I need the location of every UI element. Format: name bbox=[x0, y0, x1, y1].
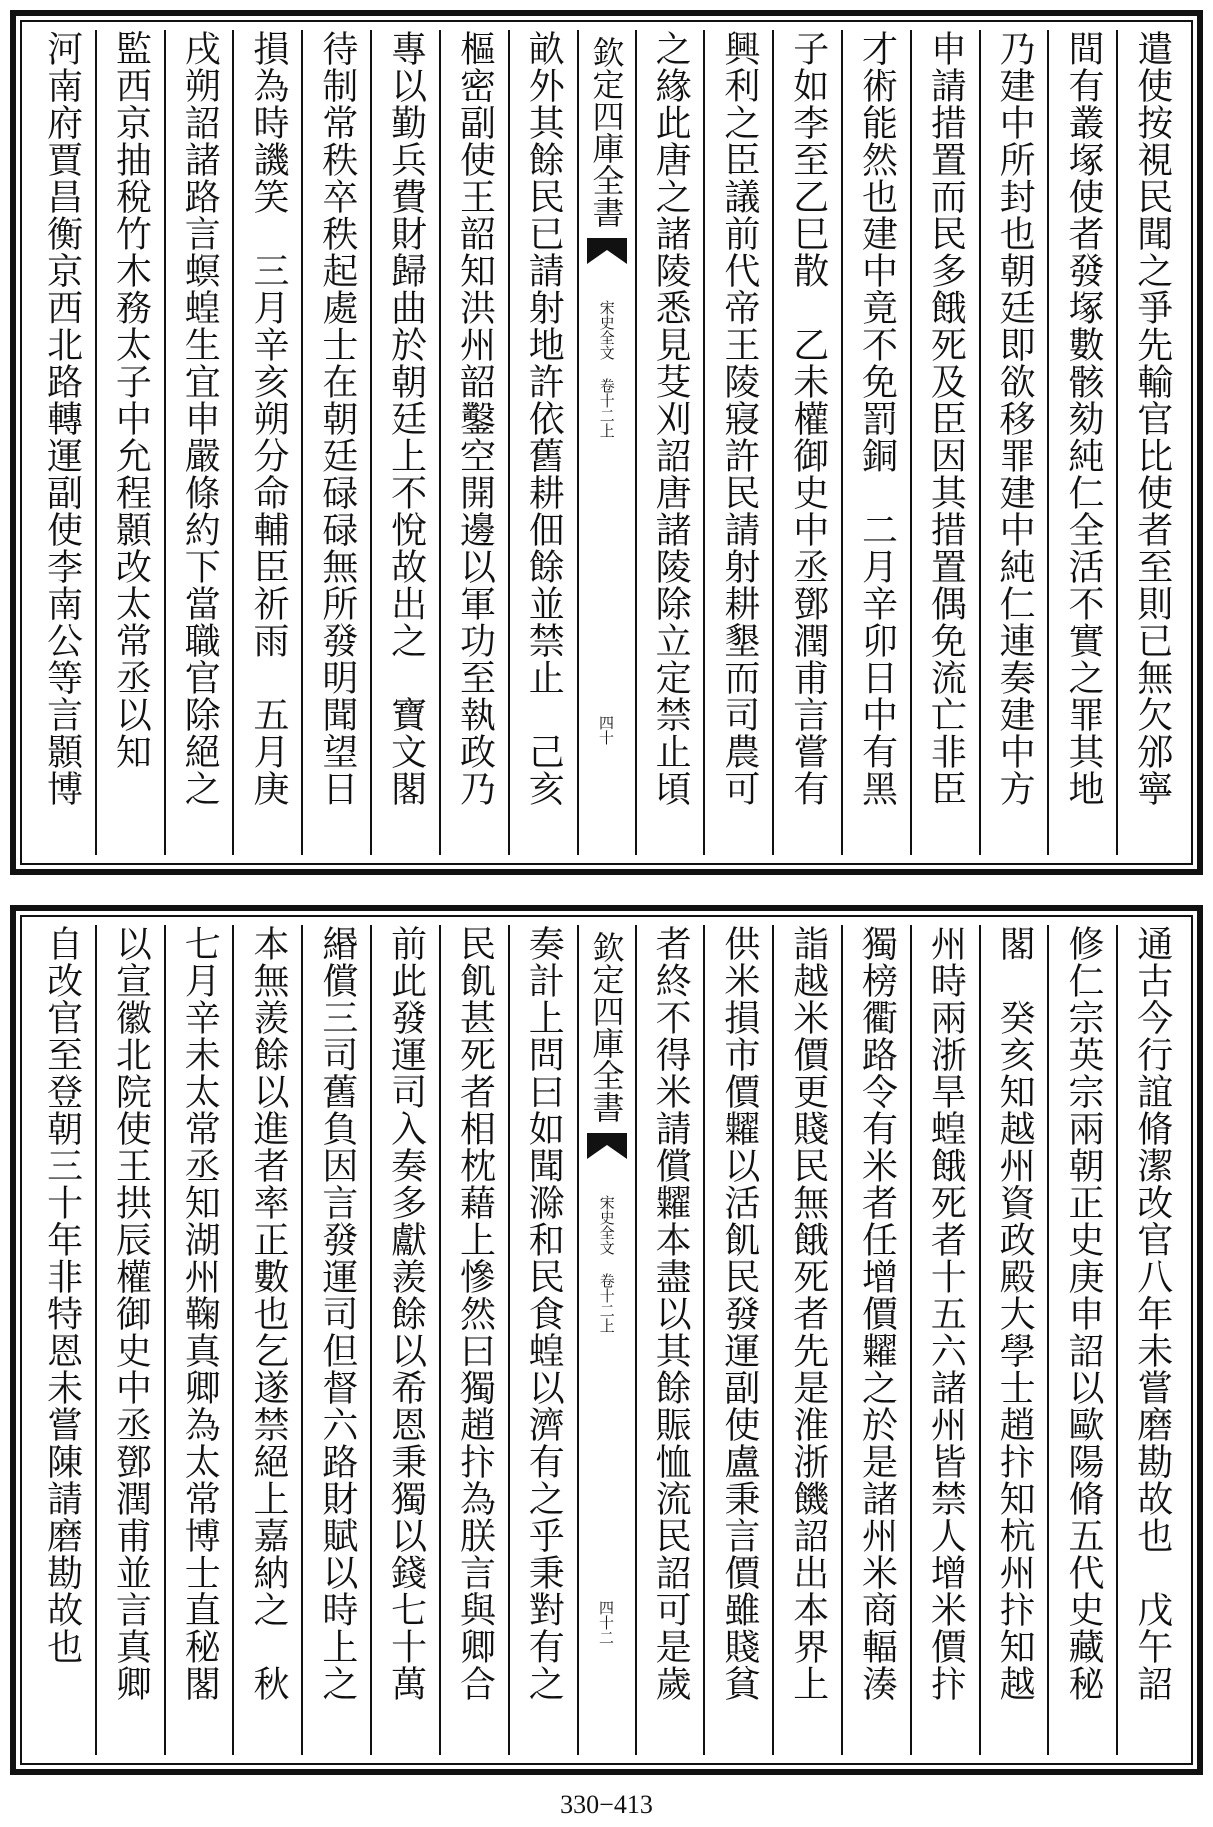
text-column bbox=[164, 30, 233, 855]
fishtail-mark-icon bbox=[585, 236, 629, 266]
column-text: 自改官至登朝三十年非特恩未嘗陳請磨勘故也 bbox=[41, 925, 83, 1665]
text-column bbox=[1047, 30, 1116, 855]
center-fold-column bbox=[577, 30, 635, 855]
text-column bbox=[772, 925, 841, 1755]
text-column bbox=[508, 30, 577, 855]
text-column bbox=[439, 925, 508, 1755]
text-column bbox=[910, 925, 979, 1755]
column-text: 以宣徽北院使王拱辰權御史中丞鄧潤甫並言真卿 bbox=[110, 925, 152, 1702]
leaf-number: 四十 bbox=[597, 715, 615, 745]
chapter-label: 宋史全文 卷十二上 bbox=[597, 1195, 616, 1333]
text-column bbox=[1116, 30, 1185, 855]
text-column bbox=[439, 30, 508, 855]
column-text: 監西京抽稅竹木務太子中允程顥改太常丞以知 bbox=[110, 30, 152, 770]
text-column bbox=[772, 30, 841, 855]
text-column bbox=[703, 30, 772, 855]
column-text: 閣 癸亥知越州資政殿大學士趙抃知杭州抃知越 bbox=[994, 925, 1036, 1702]
column-text: 子如李至乙巳散 乙未權御史中丞鄧潤甫言嘗有 bbox=[787, 30, 829, 807]
column-text: 七月辛未太常丞知湖州鞠真卿為太常博士直秘閣 bbox=[179, 925, 221, 1702]
column-text: 樞密副使王韶知洪州韶鑿空開邊以軍功至執政乃 bbox=[454, 30, 496, 807]
column-text: 乃建中所封也朝廷即欲移罪建中純仁連奏建中方 bbox=[994, 30, 1036, 807]
text-column bbox=[301, 925, 370, 1755]
column-text: 者終不得米請償糶本盡以其餘賑恤流民詔可是歲 bbox=[650, 925, 692, 1702]
column-text: 專以勤兵費財歸曲於朝廷上不悅故出之 寶文閣 bbox=[385, 30, 427, 807]
column-text: 遣使按視民聞之爭先輸官比使者至則已無欠邠寧 bbox=[1131, 30, 1173, 807]
text-column bbox=[508, 925, 577, 1755]
book-title: 欽定四庫全書 bbox=[587, 36, 626, 228]
column-text: 獨榜衢路令有米者任增價糶之於是諸州米商輻湊 bbox=[856, 925, 898, 1702]
text-column bbox=[95, 925, 164, 1755]
column-text: 緡償三司舊負因言發運司但督六路財賦以時上之 bbox=[316, 925, 358, 1702]
text-columns bbox=[28, 30, 1185, 855]
column-text: 州時兩浙旱蝗餓死者十五六諸州皆禁人增米價抃 bbox=[925, 925, 967, 1702]
leaf-number: 四十二 bbox=[597, 1600, 615, 1645]
text-column bbox=[28, 925, 95, 1755]
text-column bbox=[232, 925, 301, 1755]
column-text: 奏計上問曰如聞滁和民食蝗以濟有之乎秉對有之 bbox=[523, 925, 565, 1702]
column-text: 損為時譏笑 三月辛亥朔分命輔臣祈雨 五月庚 bbox=[248, 30, 289, 807]
column-text: 之緣此唐之諸陵悉見芟刈詔唐諸陵除立定禁止頃 bbox=[650, 30, 692, 807]
column-text: 通古今行誼脩潔改官八年未嘗磨勘故也 戊午詔 bbox=[1131, 925, 1173, 1702]
text-column bbox=[979, 925, 1048, 1755]
column-text: 才術能然也建中竟不免罰銅 二月辛卯日中有黑 bbox=[856, 30, 898, 807]
text-column bbox=[703, 925, 772, 1755]
column-text: 詣越米價更賤民無餓死者先是淮浙饑詔出本界上 bbox=[787, 925, 829, 1702]
column-text: 興利之臣議前代帝王陵寢許民請射耕墾而司農可 bbox=[718, 30, 760, 807]
center-fold-column bbox=[577, 925, 635, 1755]
column-text: 前此發運司入奏多獻羨餘以希恩秉獨以錢七十萬 bbox=[385, 925, 427, 1702]
column-text: 本無羨餘以進者率正數也乞遂禁絕上嘉納之 秋 bbox=[248, 925, 289, 1702]
text-column bbox=[841, 925, 910, 1755]
text-column bbox=[635, 30, 704, 855]
text-columns bbox=[28, 925, 1185, 1755]
text-column bbox=[28, 30, 95, 855]
column-text: 民飢甚死者相枕藉上慘然曰獨趙抃為朕言與卿合 bbox=[454, 925, 496, 1702]
fishtail-mark-icon bbox=[585, 1131, 629, 1161]
page-footer-number: 330−413 bbox=[560, 1790, 653, 1819]
column-text: 申請措置而民多餓死及臣因其措置偶免流亡非臣 bbox=[925, 30, 967, 807]
text-column bbox=[1047, 925, 1116, 1755]
text-column bbox=[979, 30, 1048, 855]
text-column bbox=[1116, 925, 1185, 1755]
text-column bbox=[841, 30, 910, 855]
text-column bbox=[910, 30, 979, 855]
text-column bbox=[95, 30, 164, 855]
column-text: 畝外其餘民已請射地許依舊耕佃餘並禁止 己亥 bbox=[523, 30, 565, 807]
column-text: 供米損市價糶以活飢民發運副使盧秉言價雖賤貧 bbox=[718, 925, 760, 1702]
text-column bbox=[635, 925, 704, 1755]
text-column bbox=[370, 925, 439, 1755]
text-column bbox=[164, 925, 233, 1755]
book-title: 欽定四庫全書 bbox=[587, 931, 626, 1123]
top-page-frame bbox=[10, 10, 1203, 875]
text-column bbox=[370, 30, 439, 855]
column-text: 待制常秩卒秩起處士在朝廷碌碌無所發明聞望日 bbox=[316, 30, 358, 807]
column-text: 戌朔詔諸路言螟蝗生宜申嚴條約下當職官除絕之 bbox=[179, 30, 221, 807]
column-text: 河南府賈昌衡京西北路轉運副使李南公等言顥博 bbox=[41, 30, 83, 807]
text-column bbox=[301, 30, 370, 855]
column-text: 修仁宗英宗兩朝正史庚申詔以歐陽脩五代史藏秘 bbox=[1062, 925, 1104, 1702]
bottom-page-frame bbox=[10, 905, 1203, 1775]
column-text: 間有叢塚使者發塚數骸劾純仁全活不實之罪其地 bbox=[1062, 30, 1104, 807]
text-column bbox=[232, 30, 301, 855]
chapter-label: 宋史全文 卷十二上 bbox=[597, 300, 616, 438]
